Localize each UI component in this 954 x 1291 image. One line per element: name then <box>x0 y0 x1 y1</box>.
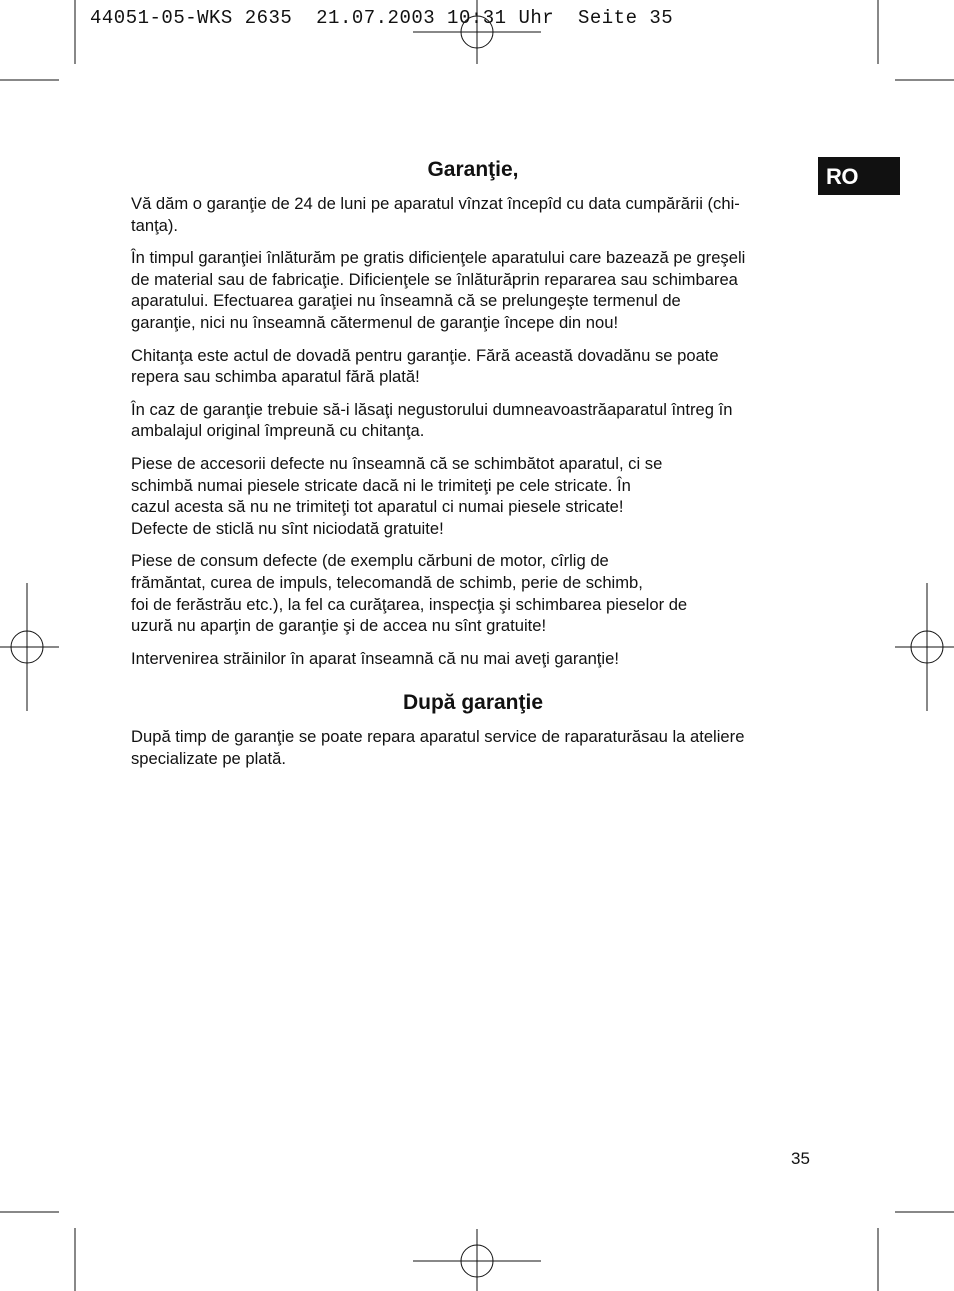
registration-mark-top <box>413 0 541 64</box>
warranty-paragraph: Vă dăm o garanţie de 24 de luni pe aparatul vînzat începîd cu data cumpărării (chi- tanţa). <box>131 194 740 235</box>
warranty-paragraph: În timpul garanţiei înlăturăm pe gratis dificienţele aparatului care bazează pe greşeli de material sau de fabricaţie. Dificienţele se înlăturăprin repararea sau schimbarea aparatului. Efectuarea garaţiei nu înseamnă că se prelungeşte termenul de garanţie, nici nu înseamnă cătermenul de garanţie începe din nou! <box>131 248 746 332</box>
warranty-paragraph: Chitanţa este actul de dovadă pentru garanţie. Fără această dovadănu se poate repera sau schimba aparatul fără plată! <box>131 345 719 387</box>
print-header: 44051-05-WKS 2635 21.07.2003 10:31 Uhr Seite 35 <box>90 7 674 29</box>
after-warranty-paragraph: După timp de garanţie se poate repara aparatul service de raparaturăsau la ateliere specializate pe plată. <box>131 727 745 768</box>
warranty-paragraph: În caz de garanţie trebuie să-i lăsaţi negustorului dumneavoastrăaparatul întreg în ambalajul original împreună cu chitanţa. <box>131 399 733 441</box>
registration-mark-left <box>0 583 59 711</box>
warranty-paragraph: Intervenirea străinilor în aparat înseamnă că nu mai aveţi garanţie! <box>131 648 619 668</box>
warranty-paragraph: Piese de consum defecte (de exemplu cărbuni de motor, cîrlig de frămăntat, curea de impuls, telecomandă de schimb, perie de schimb, foi de ferăstrău etc.), la fel ca curăţarea, inspecţia şi schimbarea pieselor de uzură nu aparţin de garanţie şi de accea nu sînt gratuite! <box>131 551 688 636</box>
registration-mark-bottom <box>413 1229 541 1291</box>
warranty-paragraph: Piese de accesorii defecte nu înseamnă că se schimbătot aparatul, ci se schimbă numai piesele stricate dacă ni le trimiteţi pe cele stricate. În cazul acesta să nu ne trimiteţi tot aparatul ci numai piesele stricate! Defecte de sticlă nu sînt niciodată gratuite! <box>131 453 663 538</box>
registration-mark-right <box>895 583 954 711</box>
after-warranty-heading: După garanţie <box>402 691 544 715</box>
page-number: 35 <box>791 1149 810 1168</box>
warranty-heading: Garanţie, <box>427 158 519 181</box>
language-tab: RO <box>818 157 900 195</box>
page-content <box>131 156 815 780</box>
